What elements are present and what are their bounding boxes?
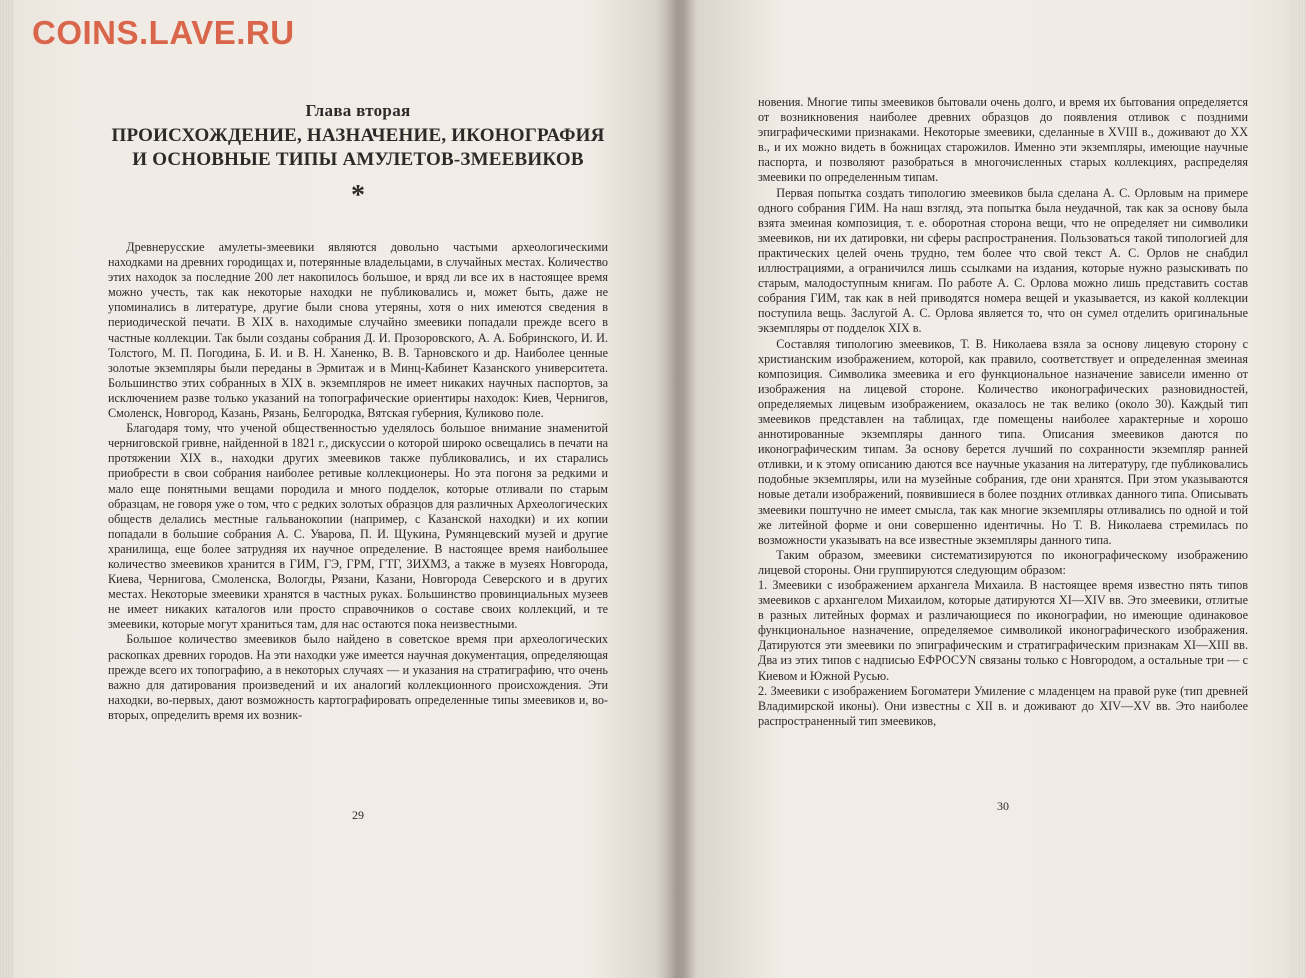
chapter-title-line-2: И ОСНОВНЫЕ ТИПЫ АМУЛЕТОВ-ЗМЕЕВИКОВ xyxy=(132,149,584,170)
page-number: 29 xyxy=(352,808,364,822)
paragraph: 1. Змеевики с изображением архангела Михаила. В настоящее время известно пять типов змеевиков с архангелом Михаилом, которые датируются XI—XIV вв. Это змеевики, отлитые в разных литейных формах и различающиеся по иконографии, но имеющие одинаковое функциональное назначение, определяемое символикой иконографического изображения. Датируются эти змеевики по эпиграфическим и стратиграфическим признакам XI—XIII вв. Два из этих типов с надписью ЕФРОСУN связаны только с Новгородом, а остальные три — с Киевом и Южной Русью. xyxy=(758,578,1248,683)
paragraph: Составляя типологию змеевиков, Т. В. Николаева взяла за основу лицевую сторону с христианским изображением, которой, как правило, соответствует и определенная змеиная композиция. Символика змеевика и его функциональное назначение зависели именно от изображения на лицевой стороне. Количество иконографических разновидностей, определяемых лицевым изображением, оказалось не так велико (около 30). Каждый тип змеевиков представлен на таблицах, где помещены наиболее характерные и хорошо аннотированные экземпляры данного типа. Описания змеевиков даются по иконографическим типам. За основу берется лучший по сохранности экземпляр ранней отливки, и к этому описанию даются все научные указания на литературу, где публиковались подобные экземпляры, или на музейные собрания, где они хранятся. При этом указываются новые детали изображений, появившиеся в более поздних отливках данного типа. Описывать змеевики поштучно не имеет смысла, так как многие экземпляры отливались по одной и той же литейной форме и они совершенно идентичны. Но Т. В. Николаева стремилась по возможности указывать на все известные экземпляры данного типа. xyxy=(758,336,1248,547)
left-page-edges xyxy=(0,0,14,978)
paragraph: Таким образом, змеевики систематизируются по иконографическому изображению лицевой стороны. Они группируются следующим образом: xyxy=(758,547,1248,577)
right-page-edges xyxy=(1290,0,1306,978)
paragraph: 2. Змеевики с изображением Богоматери Умиление с младенцем на правой руке (тип древней Владимирской иконы). Они известны с XII в. и доживают до XIV—XV вв. Это наиболее распространенный тип змеевиков, xyxy=(758,683,1248,728)
paragraph: Благодаря тому, что ученой общественностью уделялось большое внимание знаменитой черниговской гривне, найденной в 1821 г., дискуссии о которой широко освещались в печати на протяжении XIX в., находки других змеевиков также публиковались, и их старались приобрести в свои собрания наиболее ретивые коллекционеры. Но эта погоня за редкими и мало еще понятными вещами породила и много подделок, которые отливали по старым образцам, не говоря уже о том, что с редких золотых образцов для различных Археологических обществ делались местные гальванокопии (например, с Казанской находки) и их копии попадали в большие собрания А. С. Уварова, П. И. Щукина, Румянцевский музей и другие хранилища, еще более затрудняя их научное определение. В настоящее время наибольшее количество змеевиков хранится в ГИМ, ГЭ, ГРМ, ГТГ, ЗИХМЗ, а также в музеях Новгорода, Киева, Чернигова, Смоленска, Вологды, Рязани, Казани, Новгорода Северского и в других местах. Некоторые змеевики хранятся в частных руках. Большинство провинциальных музеев не имеет никаких каталогов или просто справочников о составе своих коллекций, и те змеевики, которые могут храниться там, для нас остаются пока неизвестными. xyxy=(108,421,608,632)
asterisk-ornament: * xyxy=(351,180,365,211)
page-number: 30 xyxy=(997,799,1009,813)
left-page-body xyxy=(108,240,608,723)
chapter-heading: Глава вторая xyxy=(305,101,411,120)
paragraph: Первая попытка создать типологию змеевиков была сделана А. С. Орловым на примере одного собрания ГИМ. На наш взгляд, эта попытка была неудачной, так как за основу была взята змеиная композиция, т. е. оборотная сторона вещи, что не определяет ни символики змеевиков, ни их датировки, ни сферы распространения. Пользоваться такой типологией для практических целей очень трудно, тем более что свой текст А. С. Орлов не снабдил иллюстрациями, а ограничился лишь ссылками на издания, которые нужно разыскивать по старым, малодоступным книгам. По работе А. С. Орлова можно лишь представить состав собрания ГИМ, так как в ней приводятся номера вещей и указывается, из какой коллекции поступила вещь. Заслугой А. С. Орлова является то, что он сумел отделить оригинальные экземпляры от подделок XIX в. xyxy=(758,185,1248,336)
chapter-title xyxy=(108,124,608,172)
paragraph: Древнерусские амулеты-змеевики являются довольно частыми археологическими находками на древних городищах и, потерянные владельцами, в случайных местах. Количество этих находок за последние 200 лет накопилось большое, и вряд ли все их в настоящее время можно учесть, так как некоторые находки не публиковались и, может быть, даже не упоминались в литературе, другие были снова утеряны, хотя о них имеются сведения в периодической печати. В XIX в. находимые случайно змеевики попадали прежде всего в частные коллекции. Так были созданы собрания Д. И. Прозоровского, А. А. Бобринского, И. И. Толстого, М. П. Погодина, Б. И. и В. Н. Ханенко, В. В. Тарновского и др. Наиболее ценные золотые экземпляры были переданы в Эрмитаж и в Минц-Кабинет Казанского университета. Большинство этих собранных в XIX в. экземпляров не имеет никаких научных паспортов, за исключением разве только указаний на топографические ориентиры находок: Киев, Чернигов, Смоленск, Новгород, Казань, Рязань, Белгородка, Вятская губерния, Куликово поле. xyxy=(108,240,608,421)
right-page-body xyxy=(758,95,1248,729)
chapter-title-line-1: ПРОИСХОЖДЕНИЕ, НАЗНАЧЕНИЕ, ИКОНОГРАФИЯ xyxy=(111,125,605,146)
paragraph: новения. Многие типы змеевиков бытовали очень долго, и время их бытования определяется от возникновения наиболее древних образцов до появления отливок с поздними эпиграфическими признаками. Некоторые змеевики, сделанные в XVIII в., доживают до XX в., и их можно видеть в божницах старожилов. Именно эти экземпляры, имеющие научные паспорта, и позволяют разобраться в многочисленных старых коллекциях, распределяя змеевики по определенным типам. xyxy=(758,95,1248,185)
book-gutter xyxy=(655,0,695,978)
paragraph: Большое количество змеевиков было найдено в советское время при археологических раскопках древних городов. На эти находки уже имеется научная документация, определяющая прежде всего их топографию, а в некоторых случаях — и указания на стратиграфию, что очень важно для датирования произведений и их аналогий коллекционного происхождения. Эти находки, во-первых, дают возможность картографировать определенные типы змеевиков и, во-вторых, определить время их возник- xyxy=(108,632,608,722)
site-watermark: COINS.LAVE.RU xyxy=(32,14,295,51)
